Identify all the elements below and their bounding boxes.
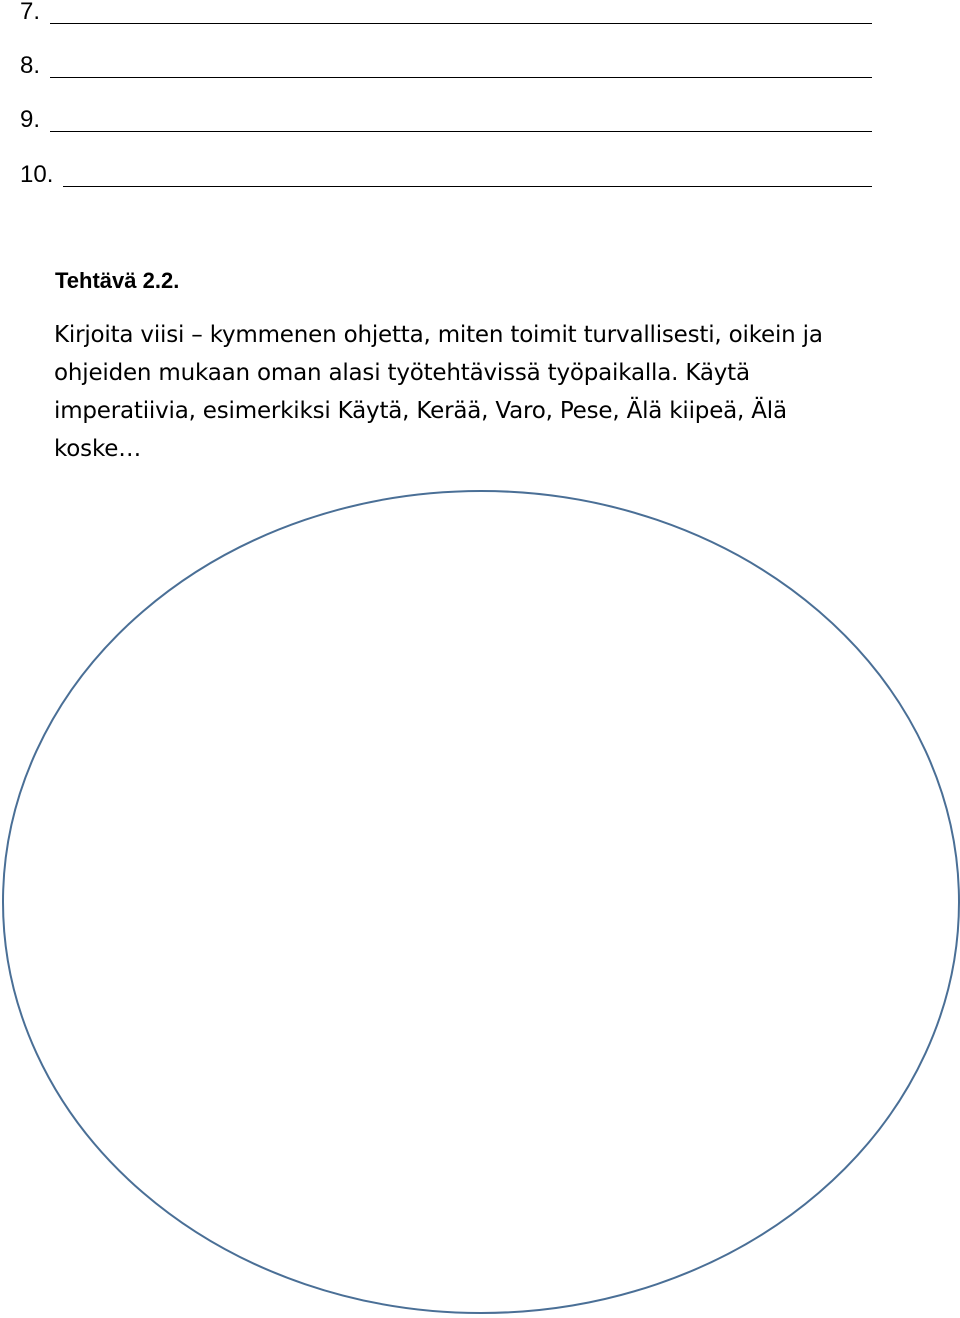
answer-underline <box>50 1 872 24</box>
answer-line-number: 9. <box>20 106 41 133</box>
answer-underline <box>63 164 872 187</box>
answer-line-number: 7. <box>20 0 41 25</box>
answer-ellipse <box>3 491 959 1313</box>
answer-line-10[interactable] <box>20 157 872 187</box>
instruction-line: imperatiivia, esimerkiksi Käytä, Kerää, Varo, Pese, Älä kiipeä, Älä <box>54 398 787 424</box>
answer-ellipse-area[interactable] <box>0 488 960 1318</box>
instruction-line: Kirjoita viisi – kymmenen ohjetta, miten toimit turvallisesti, oikein ja <box>54 322 823 348</box>
answer-line-9[interactable] <box>20 102 872 132</box>
answer-line-8[interactable] <box>20 48 872 78</box>
instruction-line: koske… <box>54 436 142 462</box>
instruction-line: ohjeiden mukaan oman alasi työtehtävissä työpaikalla. Käytä <box>54 360 750 386</box>
answer-line-number: 8. <box>20 52 41 79</box>
task-instructions <box>54 316 884 468</box>
answer-underline <box>50 109 872 132</box>
answer-line-number: 10. <box>20 161 54 188</box>
answer-line-7[interactable] <box>20 0 872 24</box>
answer-underline <box>50 55 872 78</box>
task-heading: Tehtävä 2.2. <box>55 268 180 293</box>
